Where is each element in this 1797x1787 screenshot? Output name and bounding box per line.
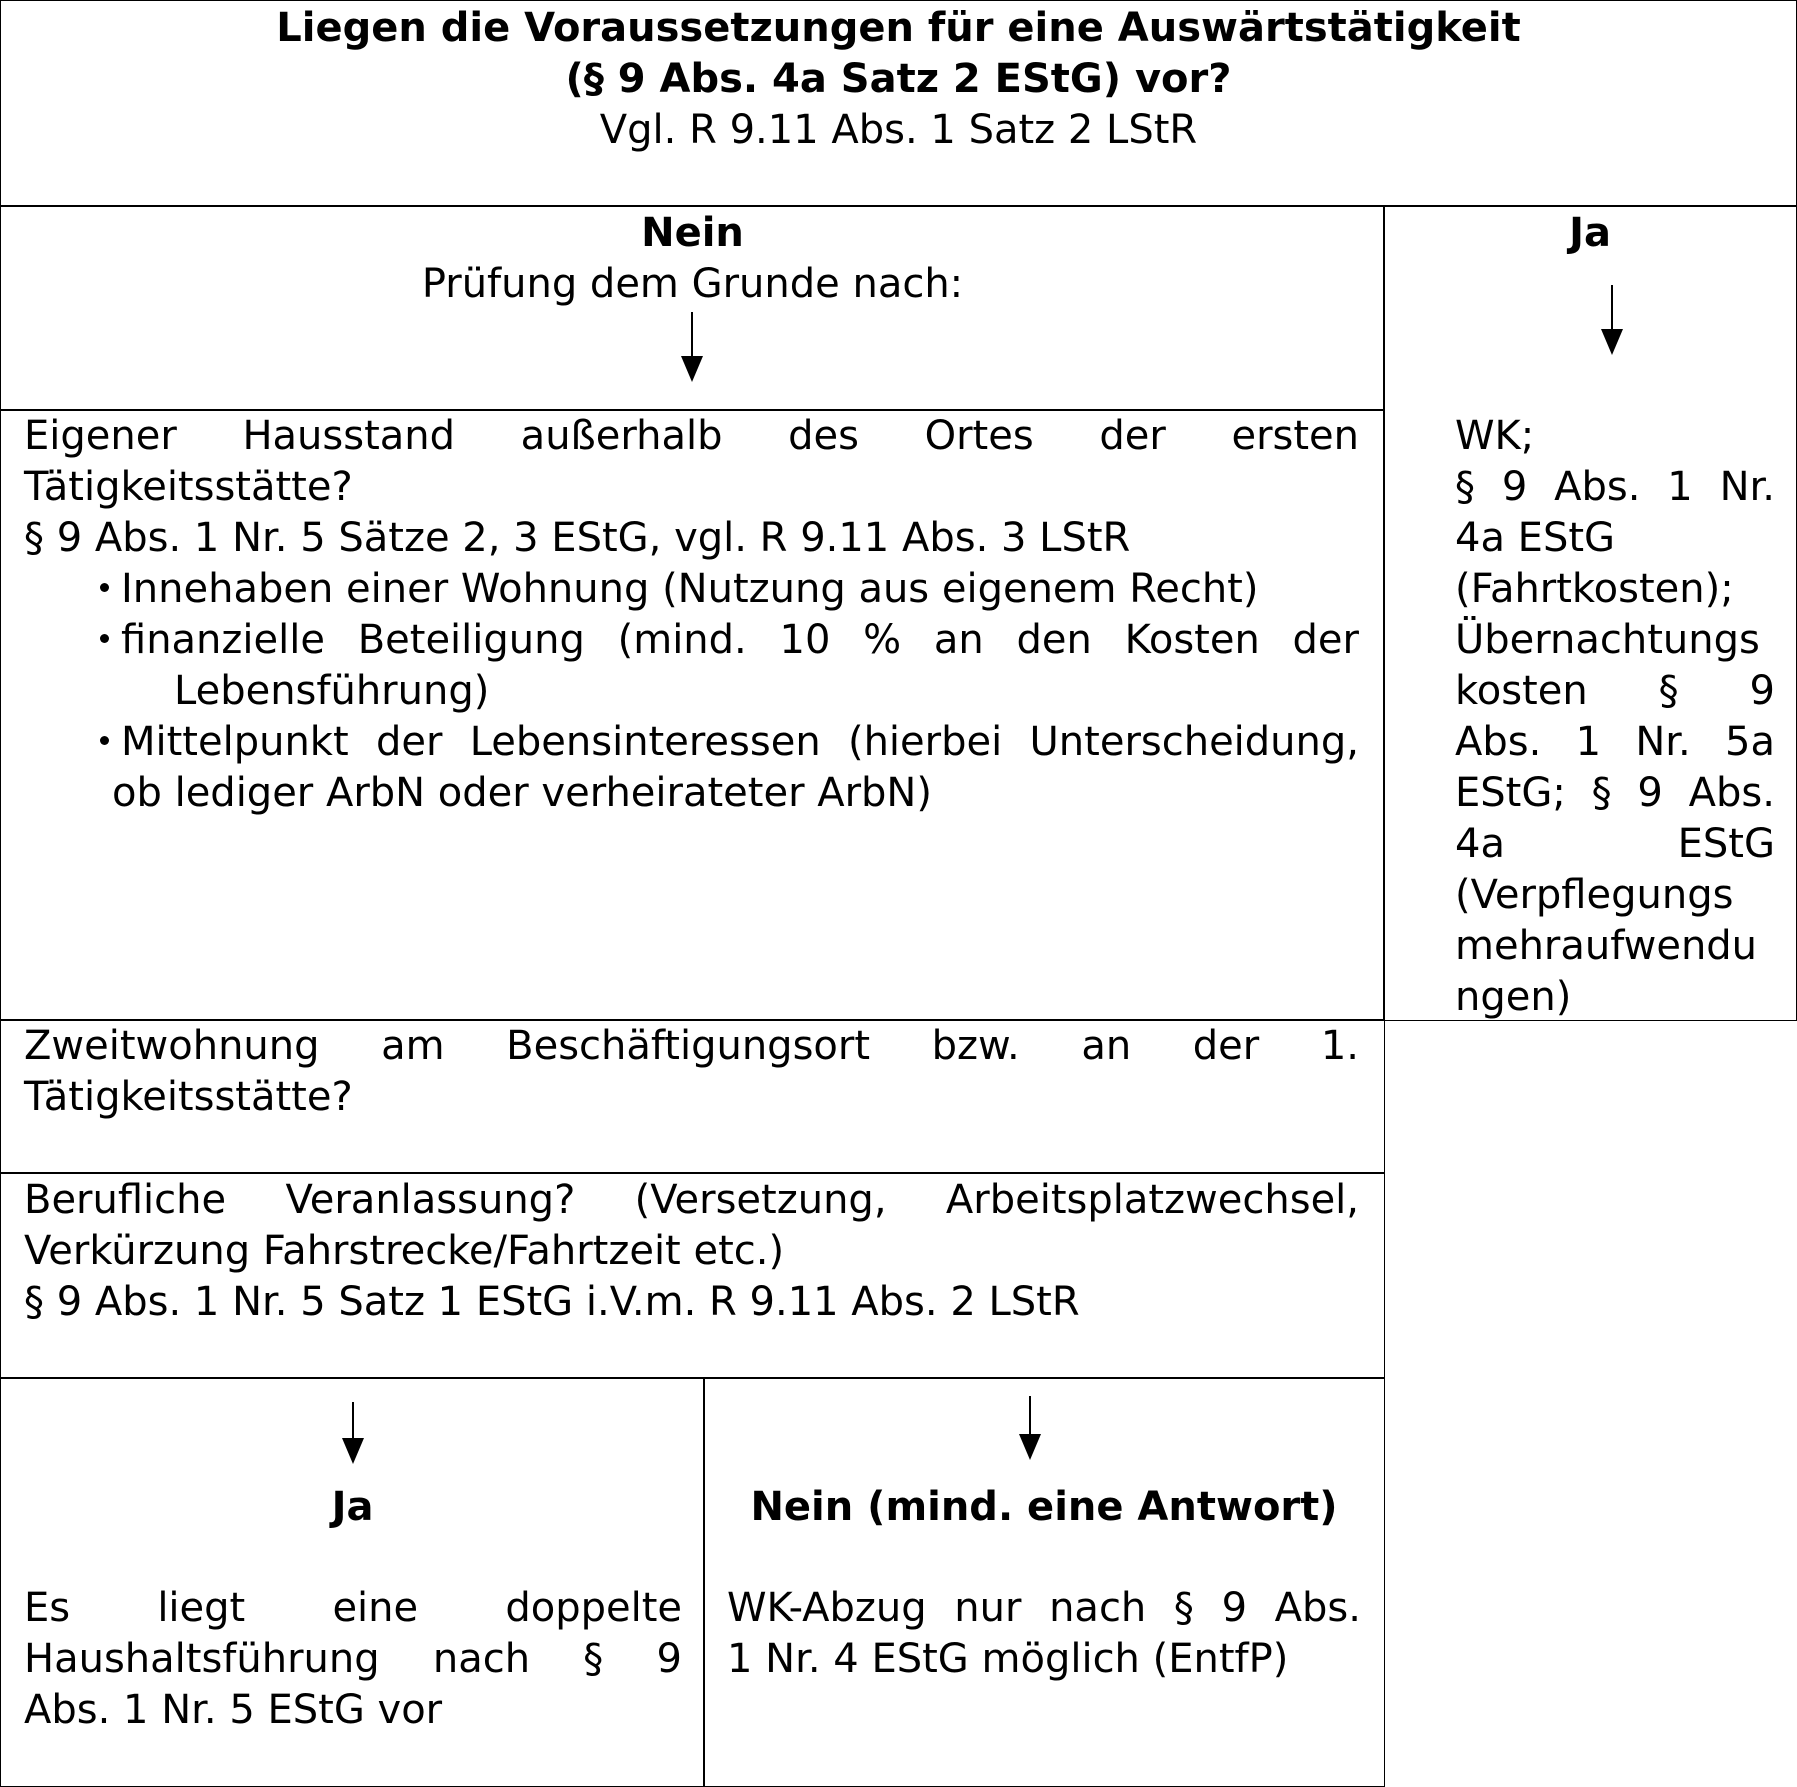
branch-no-label: Nein	[641, 210, 744, 256]
branch-yes-line: mehraufwendu	[1455, 923, 1758, 969]
bullet-icon	[100, 583, 109, 592]
question-professional-reason-reference: § 9 Abs. 1 Nr. 5 Satz 1 EStG i.V.m. R 9.11 Abs. 2 LStR	[24, 1279, 1080, 1325]
result-yes-text: Haushaltsführung nach § 9	[24, 1636, 682, 1682]
bullet-text: Innehaben einer Wohnung (Nutzung aus eigenem Recht)	[121, 566, 1259, 612]
bullet-item	[100, 717, 1359, 768]
result-no-text: 1 Nr. 4 EStG möglich (EntfP)	[727, 1636, 1289, 1682]
question-own-household-text: Eigener Hausstand außerhalb des Ortes der ersten	[24, 413, 1359, 459]
branch-yes-line: WK;	[1455, 413, 1535, 459]
diagram-reference: Vgl. R 9.11 Abs. 1 Satz 2 LStR	[599, 107, 1198, 153]
result-no-text: WK-Abzug nur nach § 9 Abs.	[727, 1585, 1361, 1631]
question-professional-reason-text: Berufliche Veranlassung? (Versetzung, Arbeitsplatzwechsel,	[24, 1177, 1359, 1223]
result-yes-text: Abs. 1 Nr. 5 EStG vor	[24, 1687, 443, 1733]
branch-yes-line: (Fahrtkosten);	[1455, 566, 1734, 612]
result-yes-text: Es liegt eine doppelte	[24, 1585, 682, 1631]
branch-yes-label: Ja	[1569, 210, 1611, 256]
branch-yes-line: Übernachtungs	[1455, 617, 1760, 663]
branch-yes-line: Abs. 1 Nr. 5a	[1455, 719, 1775, 765]
question-own-household-reference: § 9 Abs. 1 Nr. 5 Sätze 2, 3 EStG, vgl. R 9.11 Abs. 3 LStR	[24, 515, 1131, 561]
branch-yes-line: EStG; § 9 Abs.	[1455, 770, 1775, 816]
result-no-label: Nein (mind. eine Antwort)	[750, 1484, 1338, 1530]
question-second-home-text: Zweitwohnung am Beschäftigungsort bzw. an der 1.	[24, 1023, 1359, 1069]
bullet-icon	[100, 634, 109, 643]
branch-yes-line: ngen)	[1455, 974, 1572, 1020]
branch-yes-line: (Verpflegungs	[1455, 872, 1734, 918]
diagram-title-line1: Liegen die Voraussetzungen für eine Auswärtstätigkeit	[276, 5, 1521, 51]
diagram-title-line2: (§ 9 Abs. 4a Satz 2 EStG) vor?	[565, 56, 1232, 102]
question-own-household-text: Tätigkeitsstätte?	[24, 464, 353, 510]
bullet-continuation: Lebensführung)	[174, 668, 490, 714]
branch-yes-line: kosten § 9	[1455, 668, 1775, 714]
result-yes-label: Ja	[331, 1484, 374, 1530]
bullet-text: finanzielle Beteiligung (mind. 10 % an den Kosten der	[121, 617, 1359, 663]
bullet-icon	[100, 736, 109, 745]
question-professional-reason-text: Verkürzung Fahrstrecke/Fahrtzeit etc.)	[24, 1228, 785, 1274]
result-no-box	[703, 1377, 1385, 1787]
question-second-home-text: Tätigkeitsstätte?	[24, 1074, 353, 1120]
branch-no-sublabel: Prüfung dem Grunde nach:	[421, 261, 964, 307]
branch-yes-line: § 9 Abs. 1 Nr.	[1455, 464, 1775, 510]
branch-yes-line: 4a EStG	[1455, 515, 1616, 561]
bullet-continuation: ob lediger ArbN oder verheirateter ArbN)	[112, 770, 932, 816]
bullet-text: Mittelpunkt der Lebensinteressen (hierbei Unterscheidung,	[121, 719, 1359, 765]
bullet-item	[100, 564, 1359, 615]
branch-yes-line: 4a EStG	[1455, 821, 1775, 867]
bullet-item	[100, 615, 1359, 666]
